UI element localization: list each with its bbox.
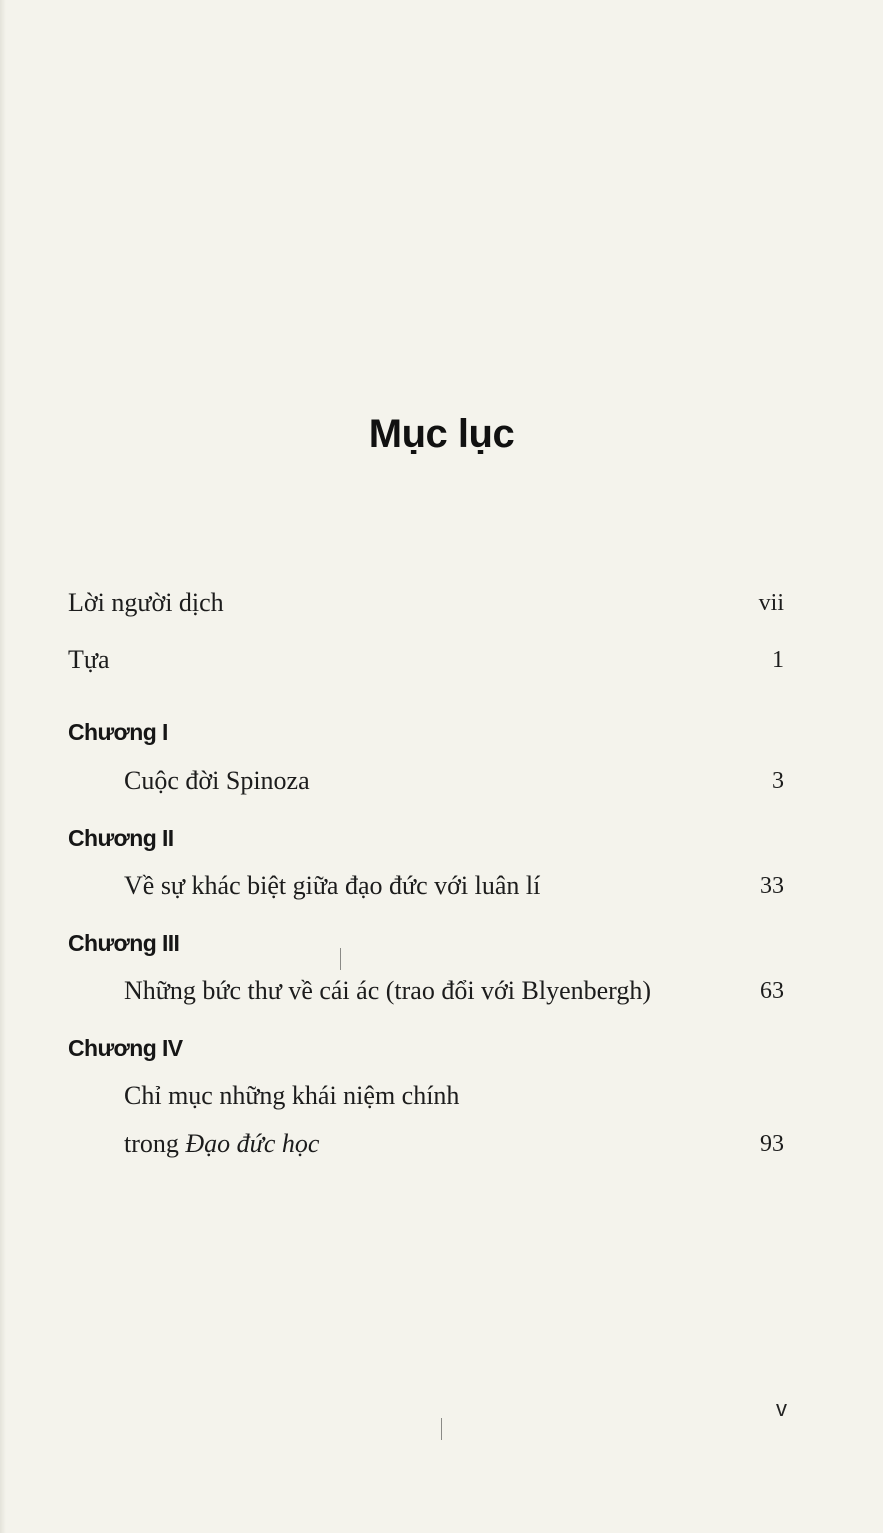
toc-entry-page: 33 (760, 873, 784, 899)
toc-entry-chapter-4-line-2[interactable] (0, 1124, 883, 1164)
toc-entry-label-continued (124, 1124, 319, 1164)
chapter-heading-4: Chương IV (68, 1035, 183, 1061)
page-number: v (776, 1396, 787, 1421)
paper-mark (441, 1418, 442, 1440)
toc-entry-page: 1 (772, 647, 784, 673)
toc-entry-page: 93 (760, 1131, 784, 1157)
page-title: Mục lục (368, 412, 515, 456)
toc-entry-translator-note[interactable] (0, 583, 883, 623)
chapter-heading-1: Chương I (68, 719, 168, 745)
toc-entry-label: Tựa (68, 645, 110, 674)
toc-entry-label: Những bức thư về cái ác (trao đổi với Blyenbergh) (124, 976, 652, 1005)
chapter-heading-2: Chương II (68, 825, 174, 851)
toc-entry-page: vii (758, 590, 784, 616)
toc-entry-chapter-4-line-1[interactable] (0, 1076, 883, 1116)
paper-mark (340, 948, 341, 970)
book-title: Đạo đức học (185, 1129, 320, 1158)
toc-entry-chapter-2[interactable] (0, 866, 883, 906)
toc-entry-preface[interactable] (0, 640, 883, 680)
toc-entry-chapter-1[interactable] (0, 761, 883, 801)
chapter-heading-3: Chương III (68, 930, 180, 956)
toc-entry-label: Về sự khác biệt giữa đạo đức với luân lí (124, 871, 541, 900)
toc-entry-label-prefix: trong (124, 1129, 186, 1158)
toc-entry-label: Lời người dịch (68, 588, 224, 617)
toc-entry-page: 63 (760, 978, 784, 1004)
toc-entry-chapter-3[interactable] (0, 971, 883, 1011)
toc-entry-label: Cuộc đời Spinoza (124, 766, 310, 795)
toc-entry-label: Chỉ mục những khái niệm chính (124, 1081, 460, 1110)
toc-entry-page: 3 (772, 768, 784, 794)
